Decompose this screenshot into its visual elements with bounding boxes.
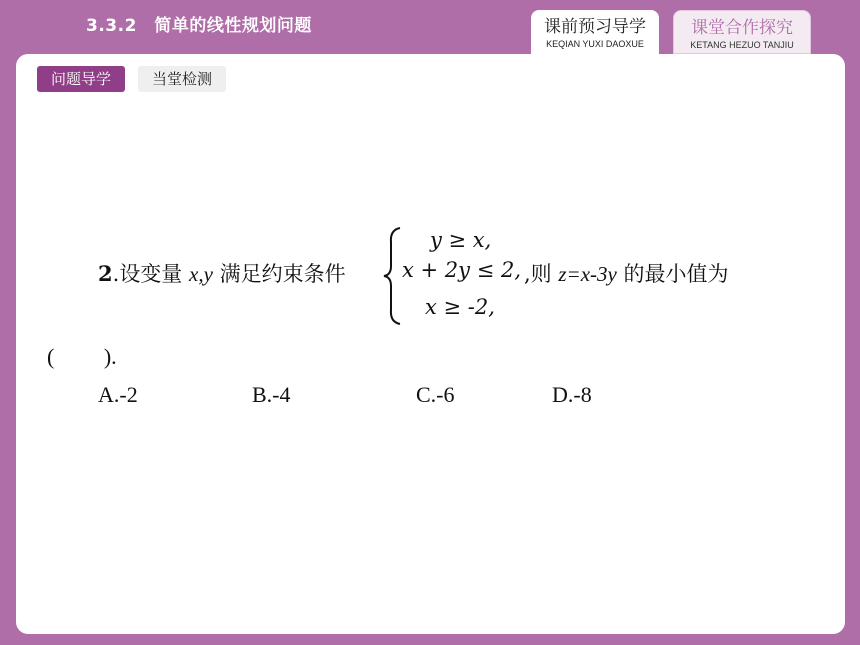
content-panel xyxy=(16,54,845,634)
question-stem: 2.设变量 x,y 满足约束条件 xyxy=(98,261,346,286)
question-variables: x,y xyxy=(189,262,213,286)
option-d[interactable]: D.-8 xyxy=(552,382,592,407)
tab-preview-study-label: 课前预习导学 xyxy=(544,17,646,37)
subtab-problem-guide[interactable]: 问题导学 xyxy=(37,66,125,92)
answer-blank: ( ). xyxy=(47,344,117,369)
question-lead-text: 设变量 xyxy=(119,262,183,286)
question-mid-text: 满足约束条件 xyxy=(219,262,346,286)
subtab-class-test[interactable]: 当堂检测 xyxy=(138,66,226,92)
constraint-brace xyxy=(382,226,404,326)
constraint-1: y ≥ x, xyxy=(430,228,492,252)
tab-class-cooperation-sublabel: KETANG HEZUO TANJIU xyxy=(690,40,794,50)
option-a[interactable]: A.-2 xyxy=(98,382,138,407)
tab-class-cooperation[interactable] xyxy=(673,10,811,54)
constraint-3: x ≥ -2, xyxy=(425,295,495,319)
question-then: ,则 xyxy=(524,262,552,286)
question-number: 2 xyxy=(98,261,113,286)
objective-function: z=x-3y xyxy=(558,262,617,286)
tab-preview-study[interactable] xyxy=(531,10,659,54)
option-c[interactable]: C.-6 xyxy=(416,382,455,407)
option-b[interactable]: B.-4 xyxy=(252,382,291,407)
section-title: 3.3.2 简单的线性规划问题 xyxy=(86,16,312,36)
tab-preview-study-sublabel: KEQIAN YUXI DAOXUE xyxy=(546,39,644,49)
constraint-2: x + 2y ≤ 2, xyxy=(402,258,521,282)
question-tail-text: 的最小值为 xyxy=(623,262,729,286)
question-tail xyxy=(524,258,729,288)
tab-class-cooperation-label: 课堂合作探究 xyxy=(691,18,793,38)
